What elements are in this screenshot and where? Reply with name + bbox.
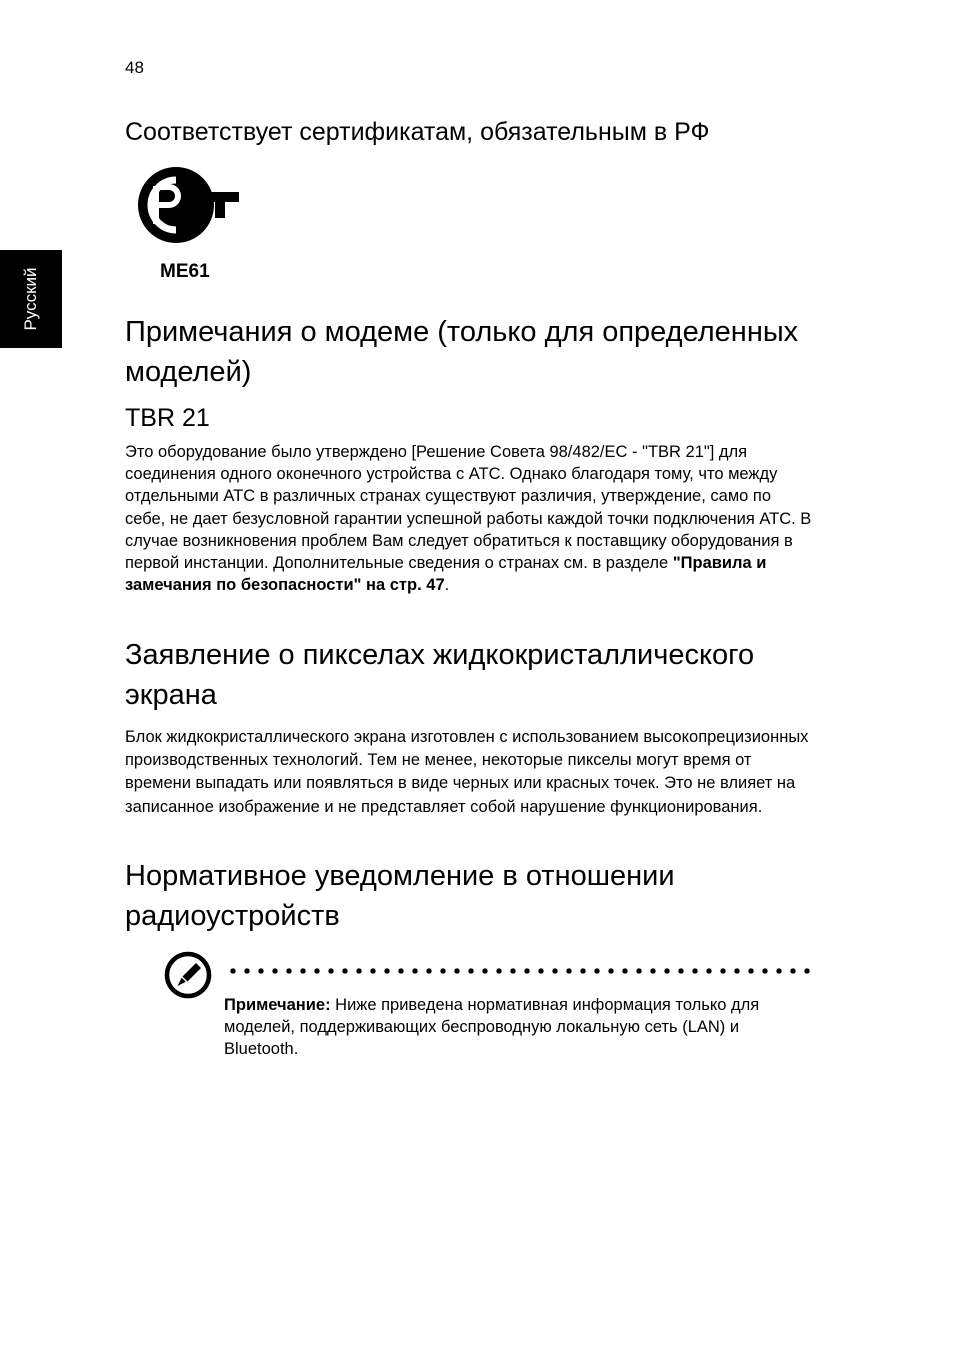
lcd-pixel-paragraph: Блок жидкокристаллического экрана изготовлен с использованием высокопрецизионных производственных технологий. Тем не менее, некоторые пикселы могут время от времени выпадать или появляться в виде черных или красных точек. Это не влияет на записанное изображение и не представляет собой нарушение функционирования. (125, 728, 809, 816)
page-number: 48 (125, 58, 144, 77)
tbr21-end: . (444, 576, 450, 595)
tbr21-paragraph (125, 441, 815, 596)
certification-heading: Соответствует сертификатам, обязательным в РФ (125, 118, 710, 146)
language-side-tab (0, 250, 62, 348)
certification-code: ME61 (160, 261, 210, 282)
lcd-pixel-heading: Заявление о пикселах жидкокристаллического экрана (125, 639, 755, 711)
modem-notes-heading: Примечания о модеме (только для определенных моделей) (125, 316, 799, 388)
radio-note (224, 994, 814, 1061)
note-text: Ниже приведена нормативная информация только для моделей, поддерживающих беспроводную локальную сеть (LAN) и Bluetooth. (224, 996, 760, 1059)
note-label: Примечание: (224, 996, 331, 1014)
tbr21-subheading: TBR 21 (125, 404, 210, 432)
radio-notice-heading: Нормативное уведомление в отношении радиоустройств (125, 860, 675, 932)
note-dotted-divider (226, 968, 810, 974)
rst-certification-mark-icon (135, 162, 245, 248)
tbr21-text: Это оборудование было утверждено [Решение Совета 98/482/EC - "TBR 21"] для соединения одного оконечного устройства с АТС. Однако благодаря тому, что между отдельными АТС в различных странах существуют различия, утверждение, само по себе, не дает безусловной гарантии успешной работы каждой точки подключения АТС. В случае возникновения проблем Вам следует обратиться к поставщику оборудования в первой инстанции. Дополнительные сведения о странах см. в разделе (125, 443, 812, 573)
note-pen-icon (163, 950, 213, 1000)
safety-reference-link[interactable]: "Правила и замечания по безопасности" на стр. 47 (125, 554, 767, 595)
language-side-tab-label: Русский (21, 267, 40, 331)
